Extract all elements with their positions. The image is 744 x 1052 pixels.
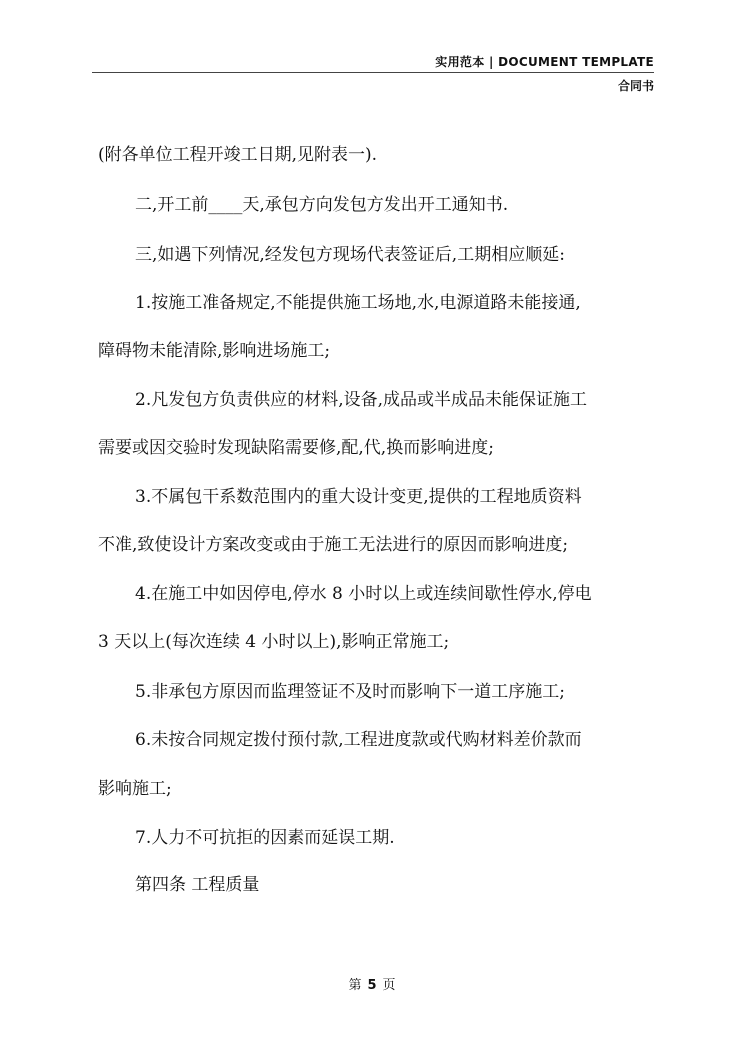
body-line: 6.未按合同规定拨付预付款,工程进度款或代购材料差价款而 (135, 730, 582, 750)
body-line: 二,开工前____天,承包方向发包方发出开工通知书. (135, 195, 509, 215)
header-subtitle: 合同书 (617, 79, 654, 93)
body-line: 3 天以上(每次连续 4 小时以上),影响正常施工; (98, 632, 450, 652)
body-line: 1.按施工准备规定,不能提供施工场地,水,电源道路未能接通, (135, 293, 581, 313)
section-heading: 第四条 工程质量 (135, 875, 260, 895)
body-line: 7.人力不可抗拒的因素而延误工期. (135, 828, 395, 848)
body-line: 5.非承包方原因而监理签证不及时而影响下一道工序施工; (135, 682, 565, 702)
body-line: 2.凡发包方负责供应的材料,设备,成品或半成品未能保证施工 (135, 390, 588, 410)
body-line: 3.不属包干系数范围内的重大设计变更,提供的工程地质资料 (135, 487, 582, 507)
header-divider (92, 72, 654, 73)
page-number: 5 (367, 978, 377, 993)
body-line: 障碍物未能清除,影响进场施工; (98, 341, 331, 361)
page-footer (0, 974, 744, 993)
body-line: 4.在施工中如因停电,停水 8 小时以上或连续间歇性停水,停电 (135, 584, 592, 604)
body-line: (附各单位工程开竣工日期,见附表一). (98, 145, 378, 165)
body-line: 需要或因交验时发现缺陷需要修,配,代,换而影响进度; (98, 438, 494, 458)
footer-suffix: 页 (382, 978, 396, 993)
body-line: 三,如遇下列情况,经发包方现场代表签证后,工期相应顺延: (135, 245, 565, 265)
header-title: 实用范本 | DOCUMENT TEMPLATE (435, 55, 654, 69)
body-line: 不准,致使设计方案改变或由于施工无法进行的原因而影响进度; (98, 535, 569, 555)
body-line: 影响施工; (98, 779, 172, 799)
footer-prefix: 第 (348, 978, 362, 993)
